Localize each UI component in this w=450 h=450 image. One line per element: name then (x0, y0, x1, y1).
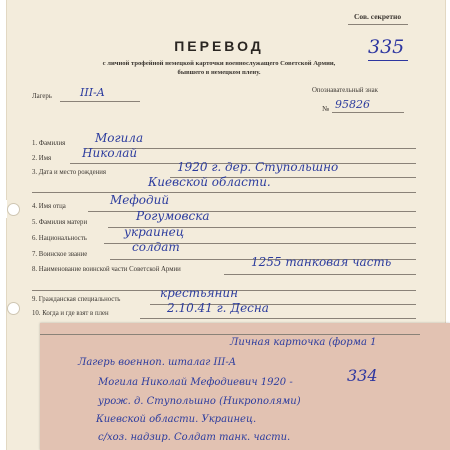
field-label-unit: 8. Наименование воинской части Советской Армии (32, 266, 181, 273)
field-value-profession: крестьянин (160, 286, 239, 300)
field-label-birth: 3. Дата и место рождения (32, 169, 107, 176)
ident-value: 95826 (335, 98, 370, 111)
note-line-person: Могила Николай Мефодиевич 1920 - (98, 377, 293, 388)
field-label-nationality: 6. Национальность (32, 235, 87, 242)
camp-line (60, 101, 140, 102)
punch-hole (7, 203, 20, 216)
field-value-birth: 1920 г. дер. Ступольшно (177, 160, 339, 174)
field-value-mother: Рогумовска (136, 209, 210, 223)
archive-number-underline (368, 60, 408, 61)
note-line-birthplace: урож. д. Ступольшно (Никрополями) (98, 396, 301, 407)
field-line (224, 274, 416, 275)
document-subtitle-line2: бывшего в немецком плену. (177, 69, 261, 76)
secrecy-stamp: Сов. секретно (354, 12, 402, 21)
note-page-number: 334 (347, 366, 378, 385)
ident-label: Опознавательный знак (312, 87, 378, 94)
field-label-profession: 9. Гражданская специальность (32, 296, 121, 303)
archive-page-number: 335 (368, 36, 405, 58)
punch-hole (7, 302, 20, 315)
field-value-unit: 1255 танковая часть (251, 255, 392, 269)
ident-line (332, 112, 404, 113)
camp-value: III-A (80, 86, 105, 99)
field-value-surname: Могила (95, 131, 144, 145)
field-value-father: Мефодий (110, 193, 170, 207)
field-line (140, 318, 416, 319)
note-line-profession: с/хоз. надзир. Солдат танк. части. (98, 432, 291, 443)
document-subtitle-line1: с личной трофейной немецкой карточки военнослужащего Советской Армии, (102, 60, 336, 67)
field-value-rank: солдат (132, 240, 180, 254)
note-title: Личная карточка (форма 1 (230, 337, 377, 348)
ident-no-label: № (322, 104, 330, 113)
field-label-surname: 1. Фамилия (32, 140, 66, 147)
field-value-captured: 2.10.41 г. Десна (167, 301, 269, 315)
field-label-mother: 5. Фамилия матери (32, 219, 88, 226)
field-label-father: 4. Имя отца (32, 203, 66, 210)
note-line-camp: Лагерь военноп. шталаг III-A (78, 357, 236, 368)
camp-label: Лагерь (32, 93, 52, 100)
field-value-birth-region: Киевской области. (148, 175, 271, 189)
field-line (40, 334, 420, 335)
field-value-nationality: украинец (124, 225, 185, 239)
secrecy-underline (348, 24, 408, 25)
field-value-name: Николай (82, 146, 138, 160)
field-label-rank: 7. Воинское звание (32, 251, 88, 258)
field-line (32, 192, 416, 193)
field-label-captured: 10. Когда и где взят в плен (32, 310, 109, 317)
document-title: ПЕРЕВОД (174, 38, 264, 54)
torn-edge (0, 200, 7, 218)
field-label-name: 2. Имя (32, 155, 52, 162)
note-line-region: Киевской области. Украинец. (96, 414, 257, 425)
